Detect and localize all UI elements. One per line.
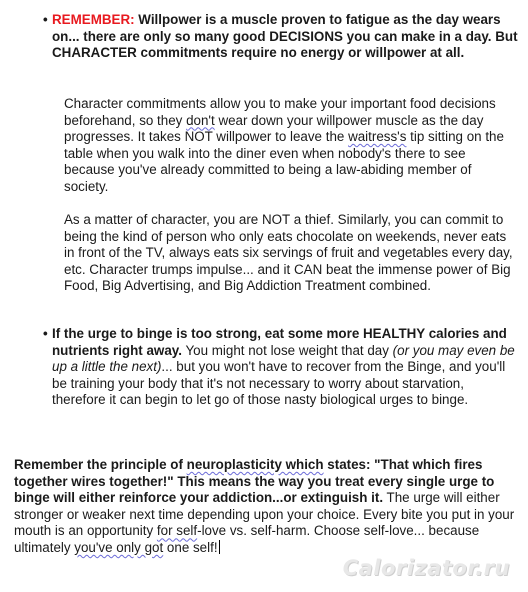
closing-paragraph (14, 457, 518, 557)
watermark: Calorizator.ru (342, 556, 510, 580)
text-cursor (219, 540, 220, 554)
bullet-dot-icon: • (43, 326, 48, 341)
para1-text-c: tip sitting on the table when you walk into the diner even when nobody's there to see because you've already committed to being a law-abiding member of society. (64, 129, 504, 194)
closing-squiggle-neuroplasticity: neuroplasticity which (186, 457, 324, 472)
closing-bold-b: states: "That which fires together wires together!" This means the way you treat every single urge to binge will either reinforce your addiction...or extinguish it. (14, 457, 495, 506)
urge-text-a: You might not lose weight that day (181, 342, 393, 358)
bullet-remember (43, 12, 518, 62)
closing-normal-c: one self! (163, 539, 218, 555)
para1-text-b: wear down your willpower muscle as the day progresses. It takes NOT willpower to leave the (64, 112, 484, 145)
closing-squiggle-self: for self (156, 523, 198, 539)
bullet-urge-to-binge (43, 326, 518, 409)
urge-text-b: ... but you won't have to recover from the Binge, and you'll be training your body that it's not necessary to worry about starvation, therefore it can begin to let go of those nasty biological urges to binge. (52, 359, 506, 408)
remember-lead: REMEMBER: (52, 12, 135, 27)
para2-text: As a matter of character, you are NOT a thief. Similarly, you can commit to being the kind of person who only eats chocolate on weekends, never eats in front of the TV, always eats six servings of fruit and vegetables every day, etc. Character trumps impulse... and it CAN beat the immense power of Big Food, Big Advertising, and Big Addiction Treatment combined. (64, 212, 513, 294)
closing-normal-b: -love vs. self-harm. Choose self-love... because ultimately (14, 523, 480, 555)
paragraph-character-commitments (64, 96, 516, 196)
closing-bold-a: Remember the principle of (14, 457, 187, 472)
para1-text-a: Character commitments allow you to make your important food decisions beforehand, so they (64, 96, 496, 128)
urge-lead: If the urge to binge is too strong, eat some more HEALTHY calories and nutrients right away. (52, 326, 507, 358)
urge-italic: (or you may even be up a little the next) (52, 342, 515, 375)
closing-normal-a: The urge will either stronger or weaker next time depending upon your choice. Every bite you put in your mouth is an opportunity (14, 490, 515, 539)
bullet-dot-icon: • (43, 12, 48, 27)
closing-squiggle-only-got: you've only got (74, 539, 164, 555)
paragraph-matter-of-character (64, 212, 516, 295)
para1-squiggle-dont: don't (186, 112, 215, 128)
remember-text: Willpower is a muscle proven to fatigue as the day wears on... there are only so many good DECISIONS you can make in a day. But CHARACTER commitments require no energy or willpower at all. (52, 12, 518, 61)
para1-squiggle-waitress: waitress's (348, 129, 407, 145)
